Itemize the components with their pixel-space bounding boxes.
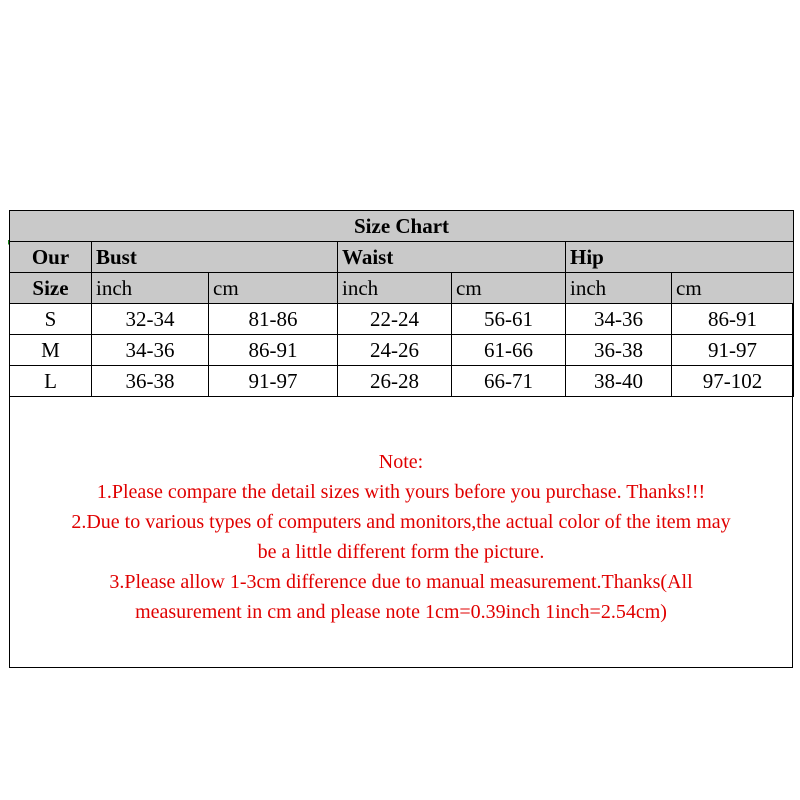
size-cell: L bbox=[10, 366, 92, 397]
table-title: Size Chart bbox=[10, 211, 794, 242]
notes-block bbox=[9, 447, 793, 627]
hip-inch-cell: 36-38 bbox=[566, 335, 672, 366]
note-line: 2.Due to various types of computers and monitors,the actual color of the item may bbox=[71, 511, 731, 533]
header-waist-inch: inch bbox=[338, 273, 452, 304]
table-row bbox=[10, 304, 794, 335]
header-size: Size bbox=[10, 273, 92, 304]
header-bust-cm: cm bbox=[209, 273, 338, 304]
bust-inch-cell: 36-38 bbox=[92, 366, 209, 397]
note-heading: Note: bbox=[378, 451, 424, 473]
hip-cm-cell: 86-91 bbox=[672, 304, 794, 335]
table-row bbox=[10, 366, 794, 397]
header-waist: Waist bbox=[338, 242, 566, 273]
note-line: 1.Please compare the detail sizes with yours before you purchase. Thanks!!! bbox=[96, 481, 706, 503]
header-bust-inch: inch bbox=[92, 273, 209, 304]
header-hip-inch: inch bbox=[566, 273, 672, 304]
header-hip-cm: cm bbox=[672, 273, 794, 304]
table-header-row bbox=[10, 242, 794, 273]
header-waist-cm: cm bbox=[452, 273, 566, 304]
waist-inch-cell: 22-24 bbox=[338, 304, 452, 335]
header-our: Our bbox=[10, 242, 92, 273]
note-line: 3.Please allow 1-3cm difference due to manual measurement.Thanks(All bbox=[109, 571, 693, 593]
header-hip: Hip bbox=[566, 242, 794, 273]
table-subheader-row bbox=[10, 273, 794, 304]
waist-cm-cell: 66-71 bbox=[452, 366, 566, 397]
bust-cm-cell: 91-97 bbox=[209, 366, 338, 397]
bust-cm-cell: 86-91 bbox=[209, 335, 338, 366]
bust-inch-cell: 34-36 bbox=[92, 335, 209, 366]
hip-cm-cell: 91-97 bbox=[672, 335, 794, 366]
header-bust: Bust bbox=[92, 242, 338, 273]
table-title-row bbox=[10, 211, 794, 242]
hip-inch-cell: 34-36 bbox=[566, 304, 672, 335]
table-row bbox=[10, 335, 794, 366]
waist-cm-cell: 61-66 bbox=[452, 335, 566, 366]
waist-cm-cell: 56-61 bbox=[452, 304, 566, 335]
size-cell: M bbox=[10, 335, 92, 366]
size-chart-table bbox=[9, 210, 794, 397]
bust-cm-cell: 81-86 bbox=[209, 304, 338, 335]
hip-inch-cell: 38-40 bbox=[566, 366, 672, 397]
size-cell: S bbox=[10, 304, 92, 335]
hip-cm-cell: 97-102 bbox=[672, 366, 794, 397]
note-line: measurement in cm and please note 1cm=0.39inch 1inch=2.54cm) bbox=[135, 601, 667, 623]
note-line: be a little different form the picture. bbox=[257, 541, 545, 563]
waist-inch-cell: 26-28 bbox=[338, 366, 452, 397]
waist-inch-cell: 24-26 bbox=[338, 335, 452, 366]
bust-inch-cell: 32-34 bbox=[92, 304, 209, 335]
